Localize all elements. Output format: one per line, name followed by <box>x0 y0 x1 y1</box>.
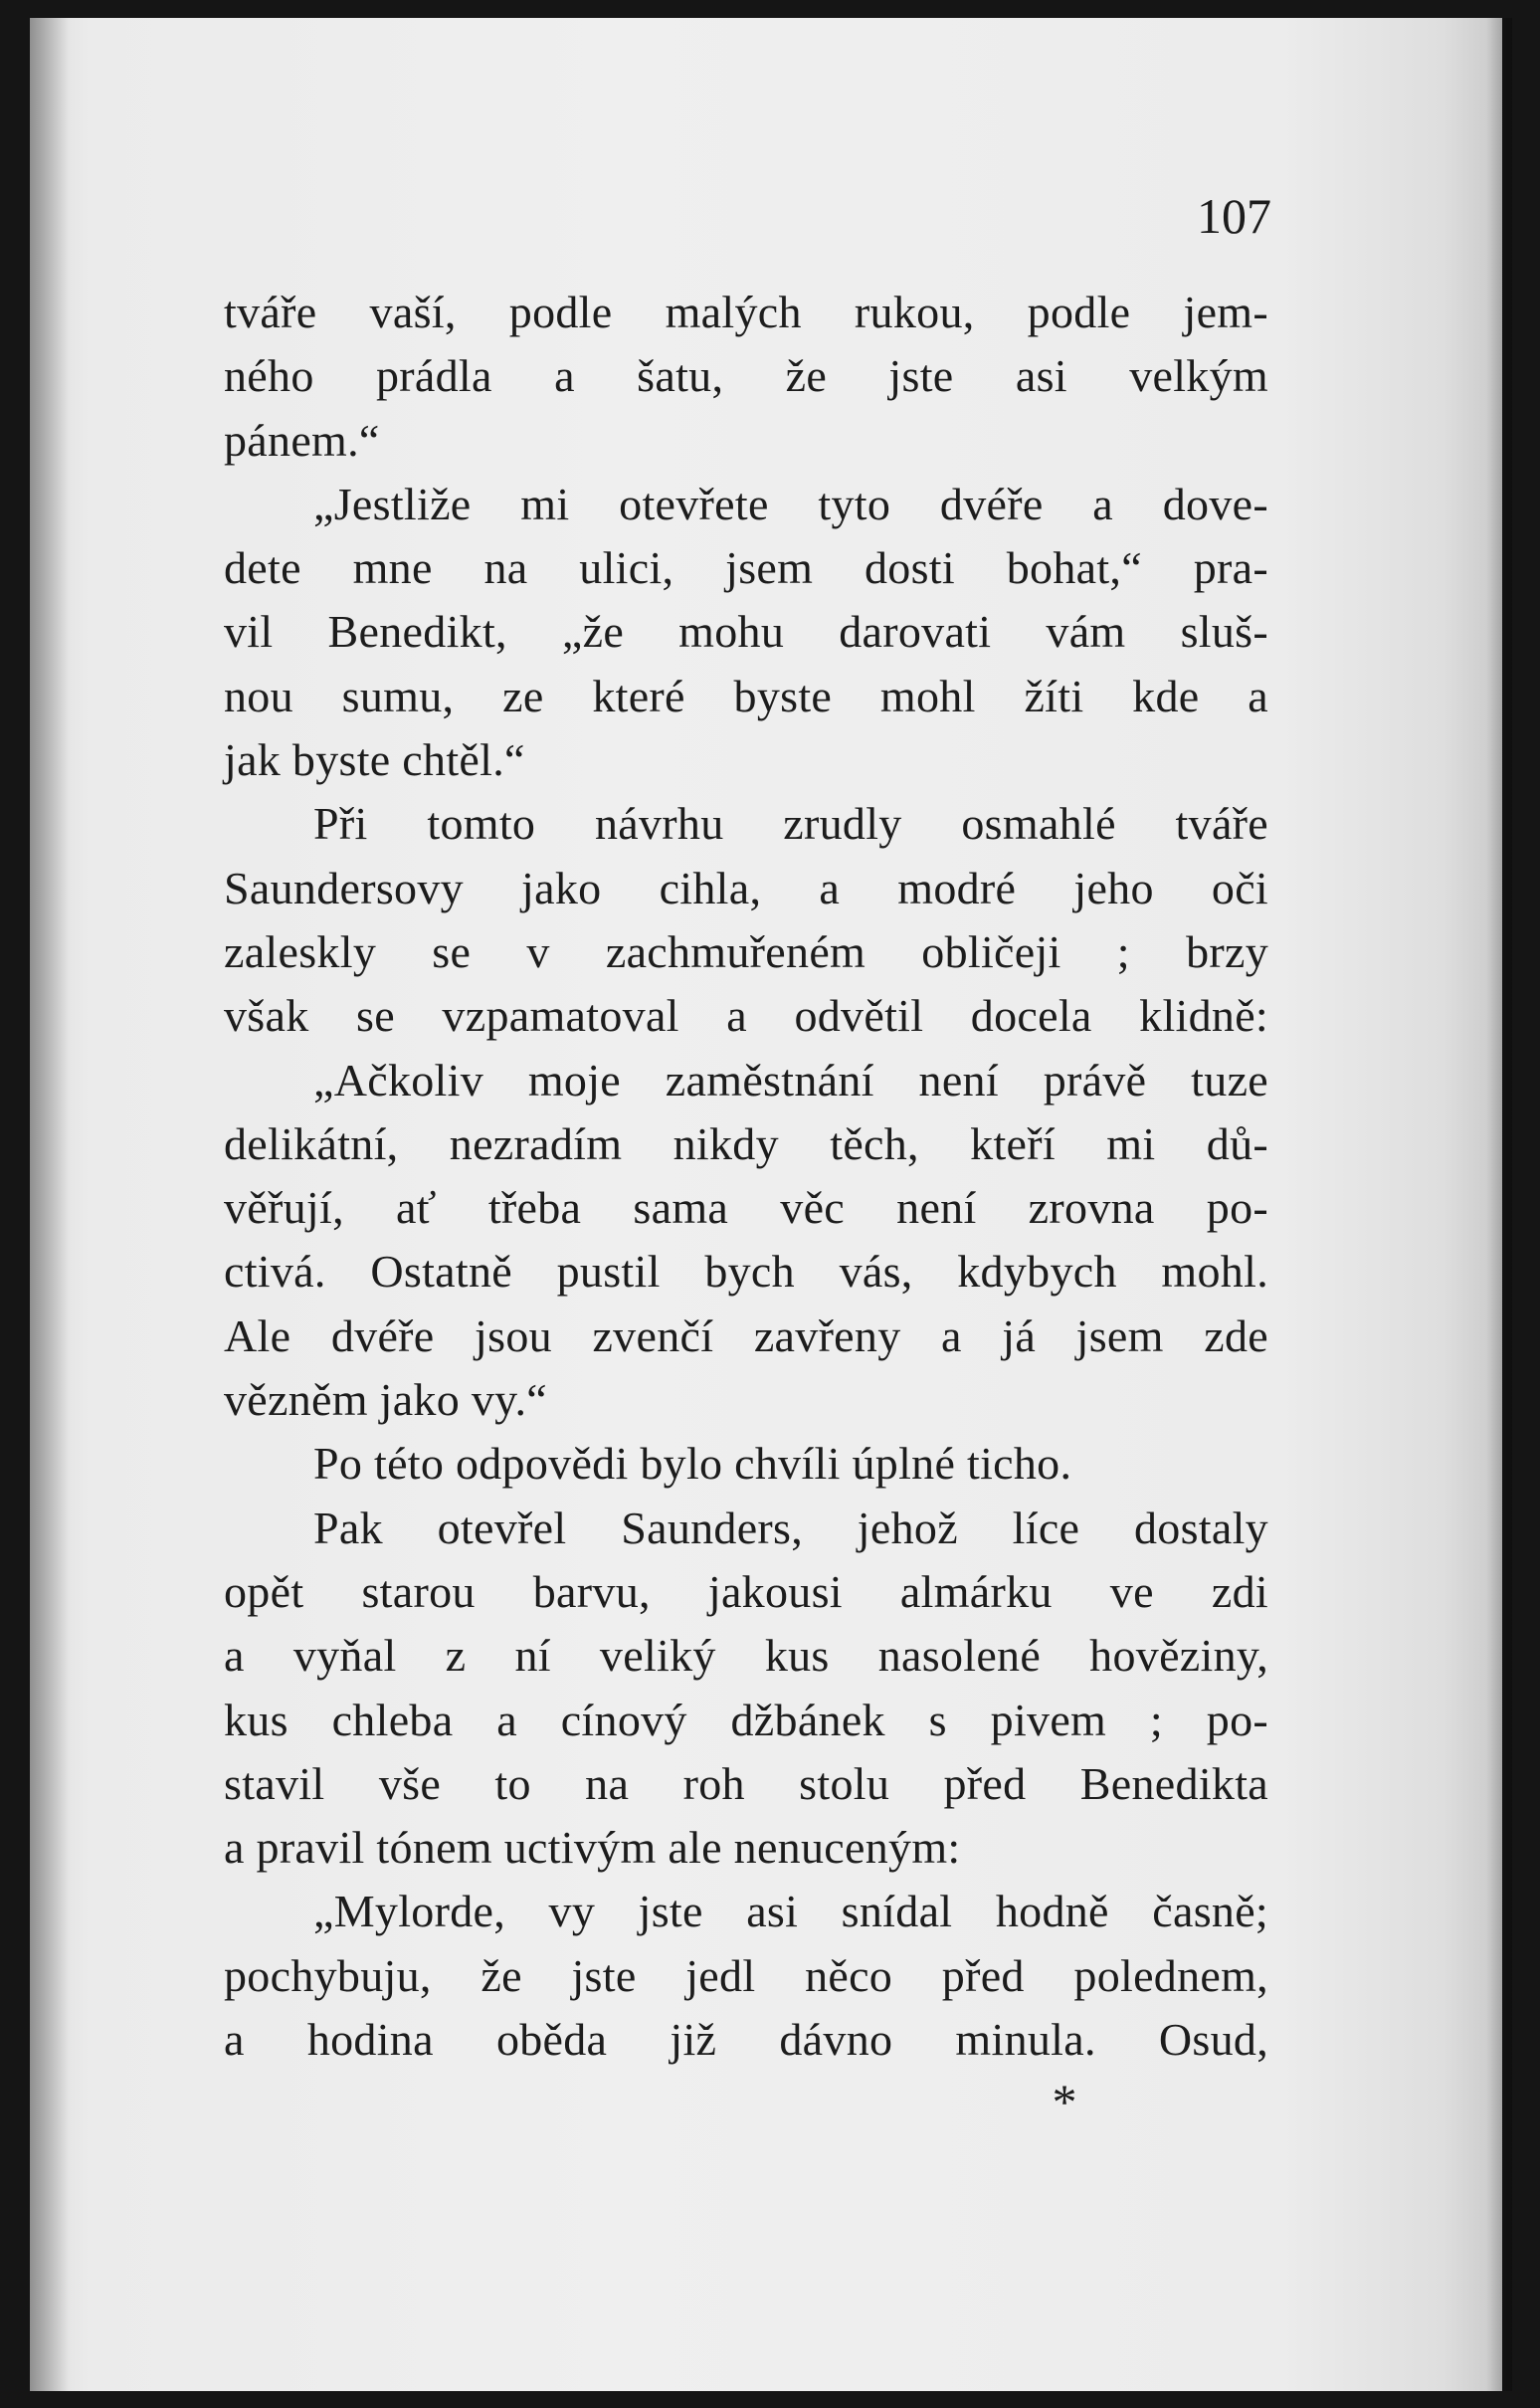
signature-mark: * <box>1052 2074 1077 2129</box>
text-line: kus chleba a cínový džbánek s pivem ; po- <box>224 1694 1268 1745</box>
text-line: vězněm jako vy.“ <box>224 1374 547 1426</box>
text-line: však se vzpamatoval a odvětil docela klidně: <box>224 990 1268 1042</box>
text-line: Pak otevřel Saunders, jehož líce dostaly <box>313 1502 1268 1553</box>
text-line: „Ačkoliv moje zaměstnání není právě tuze <box>313 1054 1268 1105</box>
text-line: pánem.“ <box>224 414 380 466</box>
text-line: Při tomto návrhu zrudly osmahlé tváře <box>313 798 1268 850</box>
gutter-shadow <box>30 18 70 2391</box>
text-line: „Jestliže mi otevřete tyto dvéře a dove- <box>313 478 1268 529</box>
text-line: pochybuju, že jste jedl něco před polednem, <box>224 1949 1268 2001</box>
text-line: Po této odpovědi bylo chvíli úplné ticho. <box>313 1438 1072 1490</box>
text-line: a pravil tónem uctivým ale nenuceným: <box>224 1822 961 1874</box>
text-line: Saundersovy jako cihla, a modré jeho oči <box>224 862 1268 913</box>
text-line: tváře vaší, podle malých rukou, podle jem- <box>224 287 1268 337</box>
text-line: „Mylorde, vy jste asi snídal hodně časně; <box>313 1886 1268 1937</box>
text-line: opět starou barvu, jakousi almárku ve zdi <box>224 1565 1268 1617</box>
page-number: 107 <box>1197 188 1271 244</box>
text-line: zaleskly se v zachmuřeném obličeji ; brzy <box>224 925 1268 977</box>
text-line: vil Benedikt, „že mohu darovati vám sluš- <box>224 606 1268 658</box>
text-line: věřují, ať třeba sama věc není zrovna po- <box>224 1182 1268 1234</box>
text-line: a hodina oběda již dávno minula. Osud, <box>224 2014 1268 2066</box>
text-line: ného prádla a šatu, že jste asi velkým <box>224 350 1268 402</box>
text-line: stavil vše to na roh stolu před Benedikta <box>224 1757 1268 1809</box>
text-line: ctivá. Ostatně pustil bych vás, kdybych mohl. <box>224 1246 1268 1298</box>
text-line: delikátní, nezradím nikdy těch, kteří mi dů- <box>224 1117 1268 1169</box>
text-line: Ale dvéře jsou zvenčí zavřeny a já jsem zde <box>224 1309 1268 1361</box>
body-text <box>224 281 1268 2072</box>
text-line: jak byste chtěl.“ <box>224 734 525 786</box>
page-edge-shadow <box>1486 18 1512 2391</box>
text-line: dete mne na ulici, jsem dosti bohat,“ pra- <box>224 542 1268 594</box>
text-line: a vyňal z ní veliký kus nasolené hověziny, <box>224 1630 1268 1682</box>
text-line: nou sumu, ze které byste mohl žíti kde a <box>224 670 1268 721</box>
